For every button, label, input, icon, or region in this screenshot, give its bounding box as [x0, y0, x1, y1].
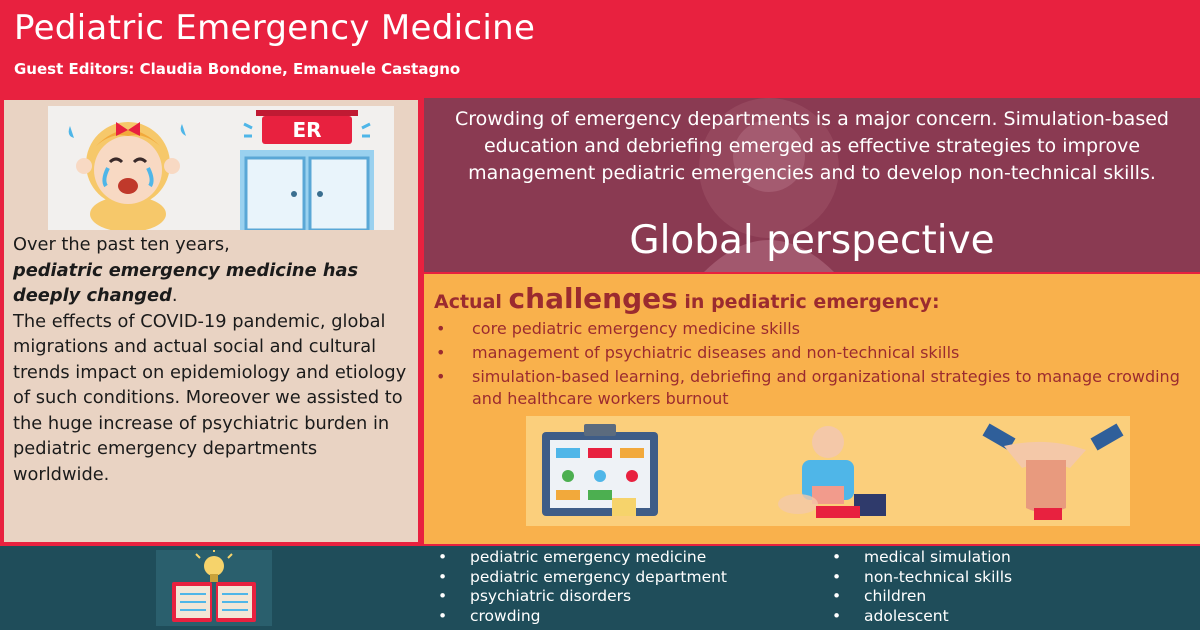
- bullet: •: [436, 343, 446, 362]
- bullet: •: [436, 367, 446, 386]
- bullet: •: [436, 319, 446, 338]
- intro-emphasis: pediatric emergency medicine has deeply changed: [13, 259, 359, 306]
- book-lightbulb-illustration: [156, 550, 272, 626]
- list-item: • psychiatric disorders: [438, 587, 632, 606]
- page-title: Pediatric Emergency Medicine: [14, 8, 536, 48]
- global-perspective-panel: [424, 98, 1200, 272]
- bullet: •: [438, 567, 448, 586]
- list-item: • management of psychiatric diseases and non-technical skills: [436, 343, 960, 362]
- svg-text:ER: ER: [292, 118, 322, 142]
- challenges-heading-post: in pediatric emergency:: [684, 291, 940, 313]
- list-item: • crowding: [438, 606, 541, 625]
- crying-child-er-icon: [48, 106, 394, 230]
- bullet: •: [832, 606, 842, 625]
- list-item: • pediatric emergency department: [438, 567, 728, 586]
- list-item: • core pediatric emergency medicine skills: [436, 319, 801, 338]
- keywords-left: [432, 548, 727, 626]
- perspective-text: Crowding of emergency departments is a major concern. Simulation-based education and debriefing emerged as effective strategies to improve management pediatric emergencies and to develop non-technical skills.: [455, 108, 1169, 184]
- intro-lead: Over the past ten years,: [13, 234, 230, 255]
- bullet: •: [832, 548, 842, 566]
- bullet: •: [438, 587, 448, 606]
- list-item: • children: [832, 587, 927, 606]
- list-item: • simulation-based learning, debriefing and organizational strategies to manage crowding and healthcare workers burnout: [436, 367, 1180, 408]
- bullet: •: [438, 548, 448, 566]
- list-item: • medical simulation: [832, 548, 1011, 566]
- challenges-heading-big: challenges: [508, 282, 678, 315]
- challenges-panel: [424, 274, 1200, 544]
- intro-period: .: [171, 285, 178, 306]
- challenges-list: [436, 318, 1196, 410]
- challenges-heading-pre: Actual: [434, 291, 502, 313]
- bullet: •: [438, 606, 448, 625]
- challenges-heading: [434, 282, 940, 315]
- guest-editors: Guest Editors: Claudia Bondone, Emanuele Castagno: [14, 60, 461, 78]
- challenges-illustration: [526, 416, 1130, 526]
- book-lightbulb-icon: [156, 550, 272, 626]
- flowchart-patient-handshake-icon: [526, 416, 1130, 526]
- keywords-bar: [0, 546, 1200, 630]
- bullet: •: [832, 567, 842, 586]
- intro-body: The effects of COVID-19 pandemic, global migrations and actual social and cultural trends impact on epidemiology and etiology of such conditions. Moreover we assisted to the huge increase of psychiatric burden in pediatric emergency departments worldwide.: [13, 310, 407, 485]
- list-item: • pediatric emergency medicine: [438, 548, 707, 566]
- list-item: • non-technical skills: [832, 567, 1013, 586]
- intro-text: [13, 232, 417, 487]
- list-item: • adolescent: [832, 606, 949, 625]
- global-perspective-heading: Global perspective: [629, 218, 995, 263]
- keywords-right: [826, 548, 1012, 626]
- crying-child-er-illustration: [48, 106, 394, 230]
- intro-panel: [2, 98, 420, 544]
- header-banner: [0, 0, 1200, 96]
- bullet: •: [832, 587, 842, 606]
